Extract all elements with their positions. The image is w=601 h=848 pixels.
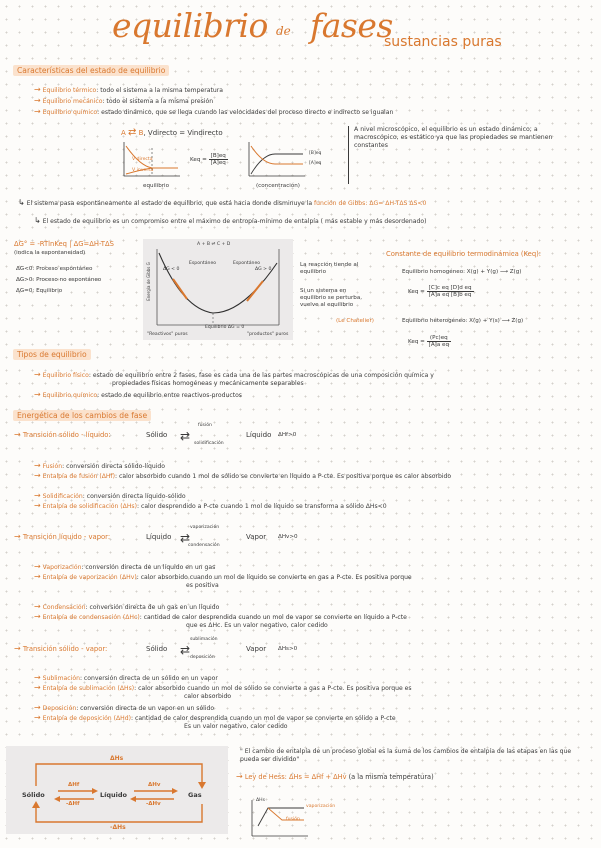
- phase-dhf: ΔHf: [68, 782, 80, 788]
- trans-lv-to: Vapor: [246, 533, 267, 541]
- gibbs-energy-chart: [143, 239, 293, 340]
- trans-lv-from: Líquido: [146, 533, 172, 541]
- trans-sl-bottom: solidificación: [194, 441, 224, 446]
- phase-gas: Gas: [188, 791, 202, 799]
- conc-a-label: [A]eq: [309, 161, 322, 166]
- micro-macro-note: A nivel microscópico, el equilibrio es un estado dinámico; a macroscópico, es estático ya que las propiedades se mantienen constantes: [354, 126, 553, 149]
- reaction-equation: A ⇄ B, Vdirecto = Vindirecto: [121, 127, 223, 138]
- curve-inverse-label: V inversa: [132, 168, 154, 173]
- sv-item-dep: → Deposición: conversión directa de un vapor en un sólido: [34, 703, 215, 712]
- type-fisico: → Equilibrio físico: estado de equilibrio entre 2 fases, fase es cada una de las partes macroscópicas de una composición química y: [34, 370, 434, 379]
- gibbs-chart-right: ΔG > 0: [255, 267, 272, 272]
- gibbs-chart-products: "productos" puros: [247, 332, 289, 337]
- trans-lv-title: → Transición líquido - vapor:: [14, 532, 111, 541]
- phase-liquid: Líquido: [100, 791, 127, 799]
- gibbs-note-2: Si un sistema en equilibrio se perturba, vuelve al equilibrio: [300, 288, 363, 308]
- title-equilibrio: equilibrio: [112, 6, 268, 45]
- section-header-characteristics: Características del estado de equilibrio: [13, 65, 169, 76]
- gibbs-line-2: ↳ El estado de equilibrio es un compromiso entre el máximo de entropía-mínimo de entalpía ( más estable y más desordenado): [34, 216, 427, 225]
- phase-bottom-label: -ΔHs: [110, 824, 126, 831]
- gibbs-line-1: ↳ El sistema pasa espontáneamente al estado de equilibrio, que está hacia donde disminuye la función de Gibbs: ΔG= ΔH-TΔS ΔS<0: [18, 198, 427, 207]
- phase-diagram: [6, 746, 228, 834]
- trans-sl-to: Líquido: [246, 431, 272, 439]
- sl-item-fusion: → Fusión: conversión directa sólido-líquido: [34, 461, 166, 470]
- hess-mini-c: fusión: [286, 817, 300, 822]
- keq-homo-label: Equilibrio homogéneo: X(g) + Y(g) ⟶ Z(g): [402, 269, 522, 275]
- dg-formula: ΔG° = -RTlnKeq | ΔG=ΔH-TΔS: [14, 240, 114, 248]
- sv-item-sub-h: → Entalpía de sublimación (ΔHs): calor absorbido cuando un mol de sólido se convierte a gas a P-cte. Es positiva porque es: [34, 683, 412, 692]
- gibbs-chart-spont-1: Espontáneo: [189, 261, 217, 266]
- gibbs-chart-reactants: "Reactivos" puros: [147, 332, 188, 337]
- trans-lv-top: vaporización: [190, 525, 220, 530]
- hess-quote: " El cambio de entalpía de un proceso global es la suma de los cambios de entalpía de las etapas en las que pueda ser dividido": [240, 748, 572, 763]
- gibbs-chart-left: ΔG < 0: [163, 267, 180, 272]
- type-quimico: → Equilibrio químico: estado de equilibrio entre reactivos-productos: [34, 390, 242, 399]
- kinetic-plot-label: equilibrio: [143, 183, 170, 189]
- concentration-plot: [245, 140, 307, 182]
- gibbs-chart-ylabel: Energía de Gibbs G: [145, 262, 151, 301]
- type-fisico-cont: propiedades físicas homogéneas y mecánicamente separables: [112, 380, 304, 387]
- lv-item-vap-h-cont: es positiva: [186, 582, 219, 589]
- gibbs-chart-eq: Equilibrio ΔG = 0: [205, 325, 245, 330]
- gibbs-note-3: (Le Chatelier): [336, 318, 374, 324]
- title-subtitle: sustancias puras: [384, 34, 502, 50]
- lv-item-cond-h: → Entalpía de condensación (ΔHc): cantidad de calor desprendida cuando un mol de vapor se convierte en líquido a P-cte: [34, 612, 407, 621]
- dg-subtitle: (indica la espontaneidad): [14, 250, 86, 256]
- hess-mini-a: ΔHs: [256, 798, 265, 803]
- hess-mini-plot: [248, 798, 358, 838]
- sl-item-solid: → Solidificación: conversión directa líquido-sólido: [34, 491, 186, 500]
- dg-item-zero: ΔG=0: Equilibrio: [16, 288, 63, 294]
- trans-lv-bottom: condensación: [188, 543, 220, 548]
- section-header-energetics: Energética de los cambios de fase: [13, 410, 151, 421]
- keq-het-formula: Keq = $\frac{(Pc)eq}{\text{[A]a eq}}$: [408, 335, 450, 348]
- hess-law: → Ley de Hess: ΔHs = ΔHf + ΔHv (a la misma temperatura): [236, 772, 434, 781]
- note-divider: [348, 126, 350, 184]
- trans-sv-arrow: ⇄: [180, 643, 191, 657]
- phase-top-label: ΔHs: [110, 755, 124, 762]
- conc-plot-label: (concentración): [256, 183, 300, 189]
- sv-item-dep-h-cont: Es un valor negativo, calor cedido: [184, 723, 288, 730]
- hess-mini-b: vaporización: [306, 804, 336, 809]
- gibbs-chart-header: A + B ⇌ C + D: [197, 242, 231, 247]
- sv-item-dep-h: → Entalpía de deposición (ΔHd): cantidad de calor desprendida cuando un mol de vapor se convierte en sólido a P-cte: [34, 713, 396, 722]
- phase-dhv: ΔHv: [148, 782, 161, 788]
- gibbs-chart-spont-2: Espontáneo: [233, 261, 261, 266]
- curve-direct-label: V directa: [132, 157, 153, 162]
- characteristic-quimico: → Equilibrio químico: estado dinámico, que se llega cuando las velocidades del proceso directo e indirecto se igualan: [34, 107, 394, 116]
- trans-lv-dh: ΔHv>0: [278, 534, 298, 540]
- trans-lv-arrow: ⇄: [180, 531, 191, 545]
- title-de: de: [276, 24, 291, 38]
- gibbs-note-1: La reacción tiende al equilibrio: [300, 262, 359, 275]
- trans-sl-top: fusión: [198, 423, 212, 428]
- title-fases: fases: [310, 6, 393, 45]
- trans-sl-arrow: ⇄: [180, 429, 191, 443]
- sl-item-solid-h: → Entalpía de solidificación (ΔHs): calor desprendido a P-cte cuando 1 mol de líquido se transforma a sólido ΔHs<0: [34, 501, 387, 510]
- sv-item-sub: → Sublimación: conversión directa de un sólido en un vapor: [34, 673, 218, 682]
- characteristic-termico: → Equilibrio térmico: todo el sistema a la misma temperatura: [34, 85, 223, 94]
- trans-sv-title: → Transición sólido - vapor:: [14, 644, 108, 653]
- lv-item-cond-h-cont: que es ΔHc. Es un valor negativo, calor cedido: [186, 622, 328, 629]
- sl-item-fusion-h: → Entalpía de fusión (ΔHf): calor absorbido cuando 1 mol de sólido se convierte en líquido a P-cte. Es positiva porque es calor absorbido: [34, 471, 452, 480]
- dg-item-positive: ΔG>0: Proceso no espontáneo: [16, 277, 102, 283]
- trans-sl-dh: ΔHf>0: [278, 432, 297, 438]
- characteristic-mecanico: → Equilibrio mecánico: todo el sistema a la misma presión: [34, 96, 214, 105]
- lv-item-cond: → Condensación: conversión directa de un gas en un líquido: [34, 602, 220, 611]
- phase-neg-v: -ΔHv: [146, 801, 161, 807]
- keq-het-label: Equilibrio heterogéneo: X(g) + Y(s) ⟶ Z(g): [402, 318, 524, 324]
- trans-sv-top: sublimación: [190, 637, 218, 642]
- trans-sv-bottom: deposición: [190, 655, 215, 660]
- sv-item-sub-h-cont: calor absorbido: [184, 693, 232, 700]
- phase-solid: Sólido: [22, 791, 45, 799]
- dg-item-negative: ΔG<0: Proceso espontáneo: [16, 266, 93, 272]
- phase-neg-f: -ΔHf: [66, 801, 80, 807]
- keq-simple: Keq = $\frac{[B]eq}{[A]eq}$: [190, 153, 226, 166]
- conc-b-label: [B]eq: [309, 151, 322, 156]
- trans-sl-title: → Transición sólido - líquido:: [14, 430, 111, 439]
- section-header-types: Tipos de equilibrio: [13, 349, 91, 360]
- lv-item-vap-h: → Entalpía de vaporización (ΔHv): calor absorbido cuando un mol de líquido se convierte en gas a P-cte. Es positiva porque: [34, 572, 412, 581]
- keq-homo-formula: Keq = $\frac{\text{[C]c eq [D]d eq}}{\text{[A]a eq [B]b eq}}$: [408, 285, 472, 298]
- lv-item-vap: → Vaporización: conversión directa de un líquido en un gas: [34, 562, 216, 571]
- trans-sv-to: Vapor: [246, 645, 267, 653]
- trans-sl-from: Sólido: [146, 431, 168, 439]
- trans-sv-dh: ΔHs>0: [278, 646, 298, 652]
- keq-title: Constante de equilibrio termodinámica (Keq):: [386, 250, 542, 258]
- trans-sv-from: Sólido: [146, 645, 168, 653]
